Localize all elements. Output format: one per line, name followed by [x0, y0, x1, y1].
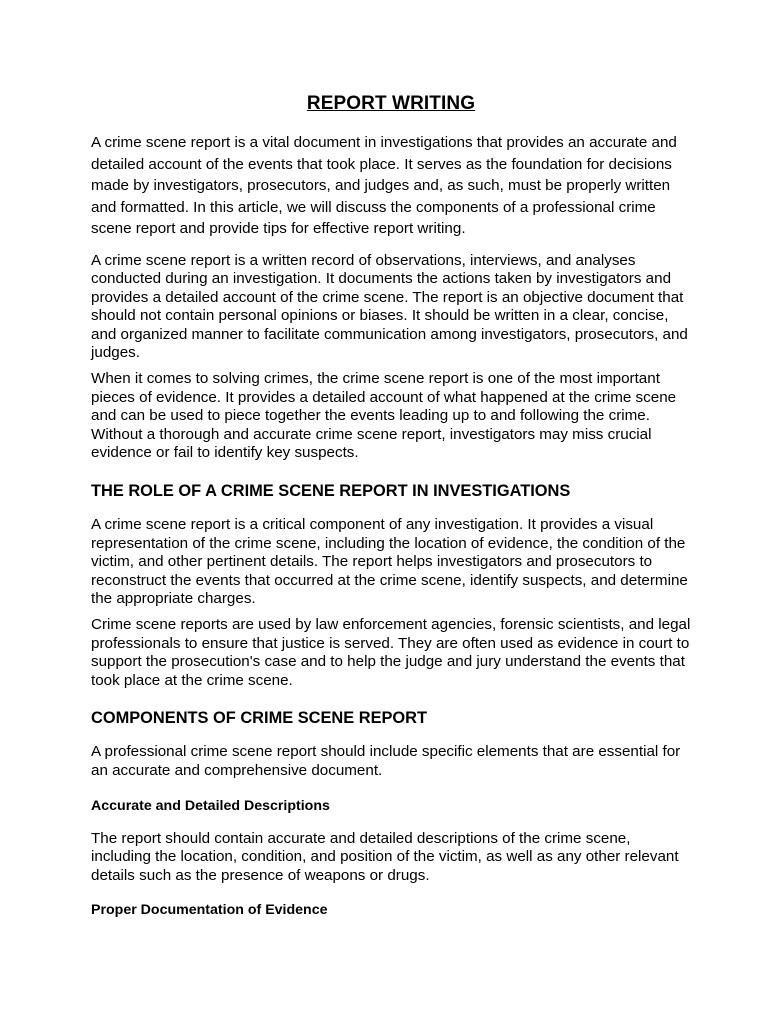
subsection-heading-descriptions: Accurate and Detailed Descriptions: [91, 797, 330, 814]
intro-paragraph: A crime scene report is a vital document in investigations that provides an accurate and detailed account of the events that took place. It serves as the foundation for decisions made by investigators, prosecutors, and judges and, as such, must be properly written and formatted. In this article, we will discuss the components of a professional crime scene report and provide tips for effective report writing.: [91, 134, 677, 237]
components-intro-paragraph: A professional crime scene report should include specific elements that are essential for an accurate and comprehensive document.: [91, 743, 681, 779]
role-paragraph-2: Crime scene reports are used by law enforcement agencies, forensic scientists, and legal professionals to ensure that justice is served. They are often used as evidence in court to support the prosecution's case and to help the judge and jury understand the events that took place at the crime scene.: [91, 616, 691, 689]
document-page: [91, 92, 691, 934]
subsection-heading-evidence: Proper Documentation of Evidence: [91, 902, 328, 919]
role-section-heading: THE ROLE OF A CRIME SCENE REPORT IN INVESTIGATIONS: [91, 482, 571, 501]
components-section-heading: COMPONENTS OF CRIME SCENE REPORT: [91, 709, 428, 728]
definition-paragraph: A crime scene report is a written record of observations, interviews, and analyses conducted during an investigation. It documents the actions taken by investigators and provides a detailed account of the crime scene. The report is an objective document that should not contain personal opinions or biases. It should be written in a clear, concise, and organized manner to facilitate communication among investigators, prosecutors, and judges.: [91, 251, 688, 362]
page-title: REPORT WRITING: [306, 93, 476, 114]
role-paragraph-1: A crime scene report is a critical component of any investigation. It provides a visual representation of the crime scene, including the location of evidence, the condition of the victim, and other pertinent details. The report helps investigators and prosecutors to reconstruct the events that occurred at the crime scene, identify suspects, and determine the appropriate charges.: [91, 516, 688, 608]
subsection-text-descriptions: The report should contain accurate and detailed descriptions of the crime scene, including the location, condition, and position of the victim, as well as any other relevant details such as the presence of weapons or drugs.: [91, 829, 679, 884]
importance-paragraph: When it comes to solving crimes, the crime scene report is one of the most important pieces of evidence. It provides a detailed account of what happened at the crime scene and can be used to piece together the events leading up to and following the crime. Without a thorough and accurate crime scene report, investigators may miss crucial evidence or fail to identify key suspects.: [91, 370, 677, 462]
